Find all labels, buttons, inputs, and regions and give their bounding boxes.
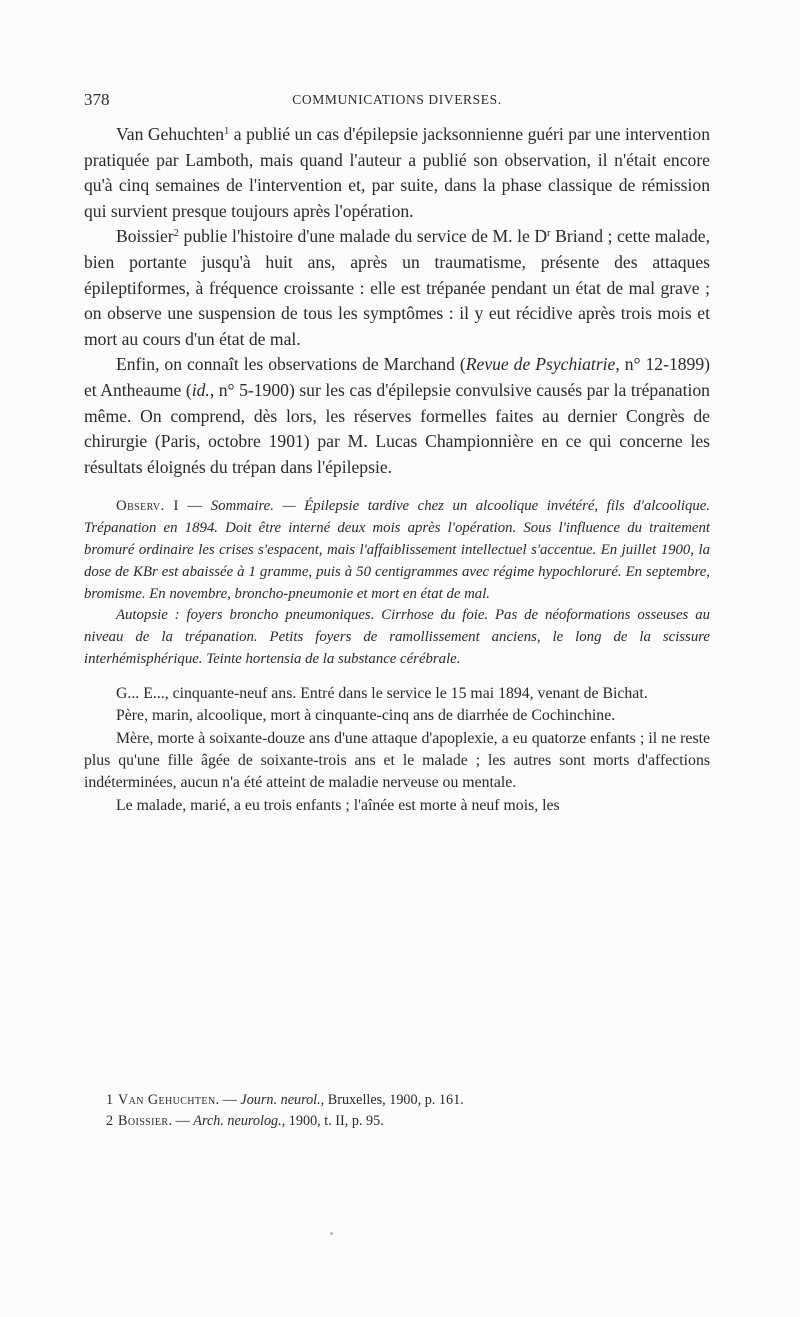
summary-text: Sommaire. — Épilepsie tardive chez un alcoolique invétéré, fils d'alcoolique. Trépanation en 1894. Doit être interné deux mois après l'opération. Sous l'influence du traitement bromuré ordinaire les crises s'espacent, mais l'affaiblissement intellectuel s'accentue. En juillet 1900, la dose de KBr est abaissée à 1 gramme, puis à 50 centigrammes avec régime hypochloruré. En septembre, bromisme. En novembre, broncho-pneumonie et mort en état de mal. [84,498,711,602]
footnote-sep: . — [215,1092,241,1108]
page [84,84,711,814]
case-intro: G... E..., cinquante-neuf ans. Entré dans le service le 15 mai 1894, venant de Bichat. [116,684,648,702]
paper-speck [330,1232,333,1235]
footnote-ref-1[interactable]: 1 [224,126,230,138]
footnote-rest: , Bruxelles, 1900, p. 161. [320,1092,464,1108]
text-run: Boissier [116,226,174,247]
footnote-source: Journ. neurol. [240,1092,321,1108]
text-run: , n° 5-1900) sur les cas d'épilepsie convulsive causés par la trépanation même. On comprend, dès lors, les réserves formelles faites au dernier Congrès de chirurgie (Paris, octobre 1901) par M. Lucas Championnière en ce qui concerne les résultats éloignés du trépan dans l'épilepsie. [84,379,710,477]
footnote-1 [84,1090,710,1111]
text-run: Van Gehuchten [116,124,225,144]
body-text [84,122,710,817]
ibid: id. [191,379,210,400]
text-run: a publié un cas d'épilepsie jacksonnienne guéri par une intervention pratiquée par Lamboth, mais quand l'auteur a publié son observation, il n'était encore qu'à cinq semaines de l'intervention et, par suite, dans la phase classique de rémission qui survient presque toujours après l'opération. [84,124,711,221]
text-run: publie l'histoire d'une malade du service de M. le D [178,226,548,247]
footnote-ref-2[interactable]: 2 [173,228,179,240]
observation-autopsy: Autopsie : foyers broncho pneumoniques. Cirrhose du foie. Pas de néoformations osseuses au niveau de la trépanation. Petits foyers de ramollissement anciens, le long de la scissure interhémisphérique. Teinte hortensia de la substance cérébrale. [84,607,710,667]
footnote-mark: 2 [106,1113,114,1129]
page-header [84,84,710,114]
journal-title: Revue de Psychiatrie [465,354,616,375]
footnote-source: Arch. neurolog. [193,1113,282,1129]
running-title: COMMUNICATIONS DIVERSES. [292,92,502,107]
text-run: , n° 12-1899) et Antheaume ( [84,354,711,400]
observation-summary [84,496,710,605]
footnote-sep: . — [168,1113,194,1129]
footnote-author: Van Gehuchten [118,1092,216,1108]
case-father: Père, marin, alcoolique, mort à cinquante-cinq ans de diarrhée de Cochinchine. [116,707,616,725]
footnote-rest: , 1900, t. II, p. 95. [281,1113,384,1129]
dash: — [178,498,211,515]
footnotes [84,1090,710,1132]
case-mother: Mère, morte à soixante-douze ans d'une attaque d'apoplexie, a eu quatorze enfants ; il ne reste plus qu'une fille âgée de soixante-trois ans et le malade ; les autres sont morts d'affections indéterminées, aucun n'a été atteint de maladie nerveuse ou mentale. [84,729,710,792]
observation-label: Observ. I [116,498,179,515]
footnote-author: Boissier [118,1113,169,1129]
page-number: 378 [84,90,110,109]
footnote-mark: 1 [106,1092,114,1108]
footnote-2 [84,1111,710,1132]
case-patient: Le malade, marié, a eu trois enfants ; l'aînée est morte à neuf mois, les [116,796,560,814]
paragraph-marchand [84,352,710,480]
superscript-r: r [547,228,551,240]
paragraph-van-gehuchten [84,122,710,224]
text-run: Enfin, on connaît les observations de Marchand ( [116,354,466,375]
paragraph-boissier [84,224,710,352]
text-run: Briand ; cette malade, bien portante jusqu'à huit ans, après un traumatisme, présente des attaques épileptiformes, à fréquence croissante : elle est trépanée pendant un état de mal grave ; on observe une suspension de tous les symptômes : il y eut récidive après trois mois et mort au cours d'un état de mal. [84,226,710,349]
